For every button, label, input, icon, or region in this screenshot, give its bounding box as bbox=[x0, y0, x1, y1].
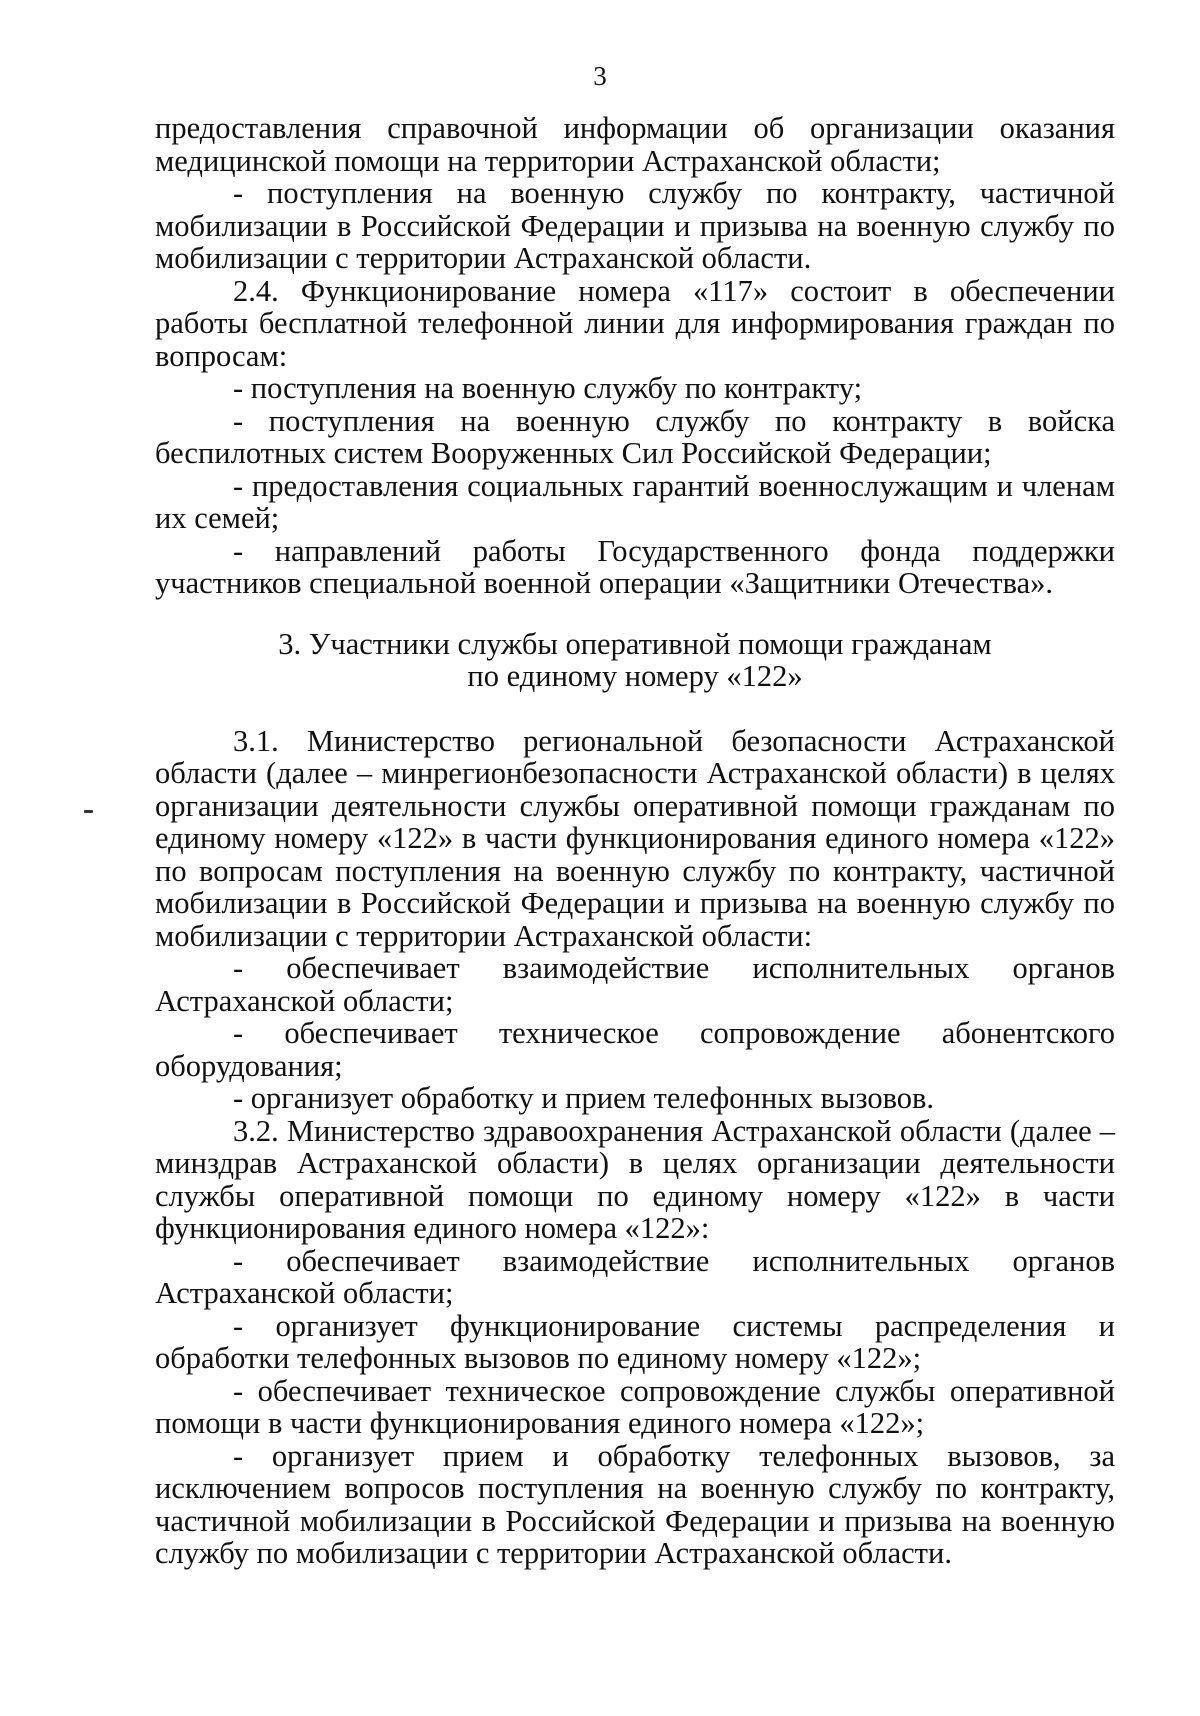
paragraph: - организует функционирование системы распределения и обработки телефонных вызовов по единому номеру «122»; bbox=[155, 1308, 1115, 1375]
paragraph: предоставления справочной информации об организации оказания медицинской помощи на территории Астраханской области; bbox=[155, 111, 1115, 178]
paragraph: - обеспечивает взаимодействие исполнительных органов Астраханской области; bbox=[155, 951, 1115, 1018]
paragraph: 3.2. Министерство здравоохранения Астраханской области (далее – минздрав Астраханской области) в целях организации деятельности службы оперативной помощи по единому номеру «122» в части функционирования единого номера «122»: bbox=[155, 1113, 1115, 1245]
section-heading-line-2: по единому номеру «122» bbox=[467, 659, 803, 693]
scan-artifact-mark bbox=[84, 810, 93, 813]
page-number: 3 bbox=[593, 61, 607, 91]
paragraph: - поступления на военную службу по контракту; bbox=[233, 371, 863, 405]
paragraph: 3.1. Министерство региональной безопасности Астраханской области (далее – минрегионбезопасности Астраханской области) в целях организации деятельности службы оперативной помощи гражданам по единому номеру «122» в части функционирования единого номера «122» по вопросам поступления на военную службу по контракту, частичной мобилизации в Российской Федерации и призыва на военную службу по мобилизации с территории Астраханской области: bbox=[155, 723, 1115, 953]
paragraph: - поступления на военную службу по контракту в войска беспилотных систем Вооруженных Сил Российской Федерации; bbox=[155, 403, 1115, 470]
section-heading bbox=[155, 628, 1115, 693]
paragraph-group-section-2 bbox=[155, 112, 1115, 600]
document-body bbox=[155, 112, 1115, 1570]
paragraph: - обеспечивает техническое сопровождение абонентского оборудования; bbox=[155, 1016, 1115, 1083]
section-heading-line-1: 3. Участники службы оперативной помощи гражданам bbox=[278, 626, 992, 661]
paragraph: - обеспечивает техническое сопровождение службы оперативной помощи в части функционирования единого номера «122»; bbox=[155, 1373, 1115, 1440]
paragraph: - организует обработку и прием телефонных вызовов. bbox=[233, 1081, 935, 1115]
paragraph-group-section-3 bbox=[155, 725, 1115, 1570]
paragraph: - предоставления социальных гарантий военнослужащим и членам их семей; bbox=[155, 468, 1115, 535]
paragraph: - поступления на военную службу по контракту, частичной мобилизации в Российской Федерации и призыва на военную службу по мобилизации с территории Астраханской области. bbox=[155, 176, 1115, 275]
paragraph: - направлений работы Государственного фонда поддержки участников специальной военной операции «Защитники Отечества». bbox=[155, 533, 1115, 600]
paragraph: 2.4. Функционирование номера «117» состоит в обеспечении работы бесплатной телефонной линии для информирования граждан по вопросам: bbox=[155, 273, 1115, 373]
paragraph: - обеспечивает взаимодействие исполнительных органов Астраханской области; bbox=[155, 1243, 1115, 1310]
paragraph: - организует прием и обработку телефонных вызовов, за исключением вопросов поступления на военную службу по контракту, частичной мобилизации в Российской Федерации и призыва на военную службу по мобилизации с территории Астраханской области. bbox=[155, 1438, 1115, 1570]
